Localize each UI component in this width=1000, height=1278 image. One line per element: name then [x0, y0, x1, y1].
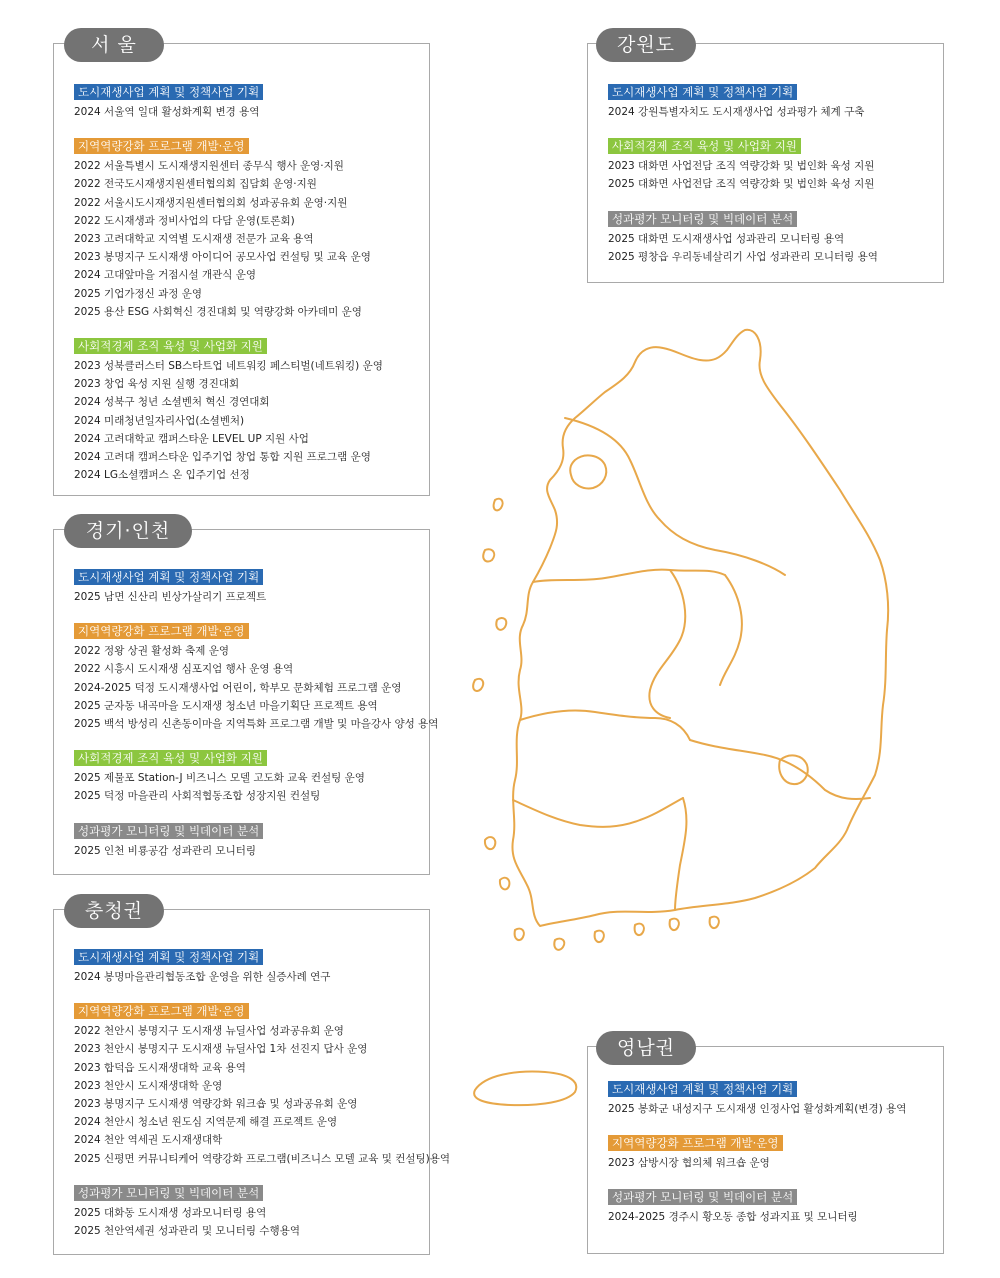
category-block [74, 81, 421, 121]
project-item: 2024 고려대 캠퍼스타운 입주기업 창업 통합 지원 프로그램 운영 [74, 451, 371, 464]
project-item: 2025 남면 신산리 빈상가살리기 프로젝트 [74, 591, 267, 603]
project-item: 2024 봉명마을관리협동조합 운영을 위한 실증사례 연구 [74, 971, 331, 983]
project-item: 2025 대화면 도시재생사업 성과관리 모니터링 용역 [608, 232, 845, 245]
border-seoul-loop [570, 455, 606, 488]
project-item: 2024 천안 역세권 도시재생대학 [74, 1134, 223, 1147]
region-panel-gangwon [587, 34, 944, 283]
project-item: 2023 성북클러스터 SB스타트업 네트워킹 페스티벌(네트워킹) 운영 [74, 360, 383, 373]
project-item: 2025 백석 방성리 신촌동이마을 지역특화 프로그램 개발 및 마을강사 양성 용역 [74, 718, 439, 731]
korea-map [455, 320, 915, 1110]
project-item: 2022 시흥시 도시재생 심포지엄 행사 운영 용역 [74, 663, 294, 676]
project-item: 2022 전국도시재생지원센터협의회 집담회 운영·지원 [74, 178, 317, 191]
region-title-gangwon: 강원도 [596, 28, 696, 62]
category-label-monitor: 성과평가 모니터링 및 빅데이터 분석 [74, 823, 263, 839]
category-label-plan: 도시재생사업 계획 및 정책사업 기획 [608, 84, 797, 100]
category-label-community: 지역역량강화 프로그램 개발·운영 [74, 623, 249, 639]
region-body-seoul [74, 81, 421, 484]
category-label-social: 사회적경제 조직 육성 및 사업화 지원 [608, 138, 801, 154]
category-block [74, 1182, 421, 1240]
border-gangwon-gyeongbuk [720, 575, 742, 685]
category-block [608, 208, 935, 266]
project-item: 2025 기업가정신 과정 운영 [74, 287, 203, 300]
project-item: 2022 정왕 상권 활성화 축제 운영 [74, 645, 229, 658]
project-item: 2023 합덕읍 도시재생대학 교육 용역 [74, 1061, 246, 1074]
region-body-yeongnam [608, 1078, 935, 1227]
jeju-outline [474, 1072, 576, 1106]
project-item: 2024 고려대학교 캠퍼스타운 LEVEL UP 지원 사업 [74, 432, 309, 445]
category-label-community: 지역역량강화 프로그램 개발·운영 [74, 1003, 249, 1019]
region-panel-chungcheong [53, 900, 451, 1255]
border-jeonbuk-jeonnam [513, 798, 683, 827]
project-item: 2025 봉화군 내성지구 도시재생 인정사업 활성화계획(변경) 용역 [608, 1103, 907, 1115]
category-block [608, 135, 935, 193]
project-item: 2023 봉명지구 도시재생 아이디어 공모사업 컨설팅 및 교육 운영 [74, 251, 371, 264]
category-label-social: 사회적경제 조직 육성 및 사업화 지원 [74, 750, 267, 766]
region-title-chungcheong: 충청권 [64, 894, 164, 928]
project-item: 2025 평창읍 우리동네살리기 사업 성과관리 모니터링 용역 [608, 250, 878, 263]
category-block [608, 81, 935, 121]
region-body-gangwon [608, 81, 935, 266]
border-gyeonggi-south [533, 570, 725, 582]
project-item: 2024 성북구 청년 소셜벤처 혁신 경연대회 [74, 396, 270, 409]
category-block [74, 620, 439, 733]
project-item: 2024 LG소셜캠퍼스 온 입주기업 선정 [74, 469, 250, 482]
region-title-gyeonggi-incheon: 경기·인천 [64, 514, 192, 548]
border-jeonnam-gyeongnam [675, 798, 686, 910]
project-item: 2025 용산 ESG 사회혁신 경진대회 및 역량강화 아카데미 운영 [74, 305, 362, 318]
category-label-plan: 도시재생사업 계획 및 정책사업 기획 [74, 84, 263, 100]
project-item: 2025 제물포 Station-J 비즈니스 모델 고도화 교육 컨설팅 운영 [74, 772, 365, 785]
category-label-monitor: 성과평가 모니터링 및 빅데이터 분석 [74, 1185, 263, 1201]
project-item: 2022 도시재생과 정비사업의 다담 운영(토론회) [74, 214, 295, 227]
region-panel-gyeonggi-incheon [53, 520, 439, 875]
project-item: 2025 천안역세권 성과관리 및 모니터링 수행용역 [74, 1225, 300, 1238]
project-item: 2023 고려대학교 지역별 도시재생 전문가 교육 용역 [74, 233, 314, 246]
category-label-monitor: 성과평가 모니터링 및 빅데이터 분석 [608, 1189, 797, 1205]
category-block [74, 335, 421, 484]
category-block [608, 1078, 935, 1118]
region-title-seoul: 서 울 [64, 28, 164, 62]
project-item: 2023 천안시 봉명지구 도시재생 뉴딜사업 1차 선진지 답사 운영 [74, 1043, 368, 1056]
project-item: 2024 강원특별자치도 도시재생사업 성과평가 체계 구축 [608, 106, 865, 118]
category-block [74, 747, 421, 805]
region-panel-seoul [53, 34, 430, 496]
project-item: 2025 대화면 사업전담 조직 역량강화 및 법인화 육성 지원 [608, 178, 875, 191]
project-item: 2024 서울역 일대 활성화계획 변경 용역 [74, 106, 260, 118]
category-block [74, 820, 421, 860]
project-item: 2025 신평면 커뮤니티케어 역량강화 프로그램(비즈니스 모델 교육 및 컨설팅)용역 [74, 1152, 451, 1165]
category-block [74, 946, 421, 986]
project-item: 2025 군자동 내곡마을 도시재생 청소년 마을기획단 프로젝트 용역 [74, 699, 378, 712]
project-item: 2022 서울시도시재생지원센터협의회 성과공유회 운영·지원 [74, 196, 348, 209]
category-block [74, 566, 421, 606]
region-title-yeongnam: 영남권 [596, 1031, 696, 1065]
category-block [74, 135, 421, 321]
category-label-community: 지역역량강화 프로그램 개발·운영 [74, 138, 249, 154]
region-body-chungcheong [74, 946, 451, 1240]
category-label-social: 사회적경제 조직 육성 및 사업화 지원 [74, 338, 267, 354]
project-item: 2022 천안시 봉명지구 도시재생 뉴딜사업 성과공유회 운영 [74, 1025, 344, 1038]
project-item: 2025 덕정 마을관리 사회적협동조합 성장지원 컨설팅 [74, 790, 321, 803]
project-item: 2023 대화면 사업전담 조직 역량강화 및 법인화 육성 지원 [608, 160, 875, 173]
project-item: 2023 천안시 도시재생대학 운영 [74, 1079, 223, 1092]
project-item: 2024 천안시 청소년 원도심 지역문제 해결 프로젝트 운영 [74, 1116, 338, 1129]
region-body-gyeonggi-incheon [74, 566, 439, 860]
project-item: 2022 서울특별시 도시재생지원센터 종무식 행사 운영·지원 [74, 160, 344, 173]
project-item: 2024-2025 덕정 도시재생사업 어린이, 학부모 문화체험 프로그램 운영 [74, 681, 402, 694]
category-label-plan: 도시재생사업 계획 및 정책사업 기획 [74, 569, 263, 585]
category-block [74, 1000, 451, 1168]
region-panel-yeongnam [587, 1037, 944, 1254]
category-block [608, 1186, 935, 1226]
border-gyeonggi-gangwon [565, 418, 785, 575]
project-item: 2023 창업 육성 지원 실행 경진대회 [74, 378, 240, 391]
project-item: 2025 인천 비룡공감 성과관리 모니터링 [74, 844, 257, 857]
project-item: 2023 삼방시장 협의체 워크숍 운영 [608, 1157, 770, 1170]
project-item: 2023 봉명지구 도시재생 역량강화 워크숍 및 성과공유회 운영 [74, 1098, 358, 1111]
category-label-plan: 도시재생사업 계획 및 정책사업 기획 [608, 1081, 797, 1097]
project-item: 2024-2025 경주시 황오동 종합 성과지표 및 모니터링 [608, 1211, 858, 1224]
project-item: 2024 미래청년일자리사업(소셜벤처) [74, 414, 245, 427]
border-chungbuk [649, 570, 685, 718]
category-label-plan: 도시재생사업 계획 및 정책사업 기획 [74, 949, 263, 965]
category-label-monitor: 성과평가 모니터링 및 빅데이터 분석 [608, 211, 797, 227]
project-item: 2025 대화동 도시재생 성과모니터링 용역 [74, 1206, 267, 1219]
category-block [608, 1132, 935, 1172]
category-label-community: 지역역량강화 프로그램 개발·운영 [608, 1135, 783, 1151]
project-item: 2024 고대앞마을 거점시설 개관식 운영 [74, 269, 257, 282]
border-chungnam-jeonbuk [520, 710, 690, 740]
